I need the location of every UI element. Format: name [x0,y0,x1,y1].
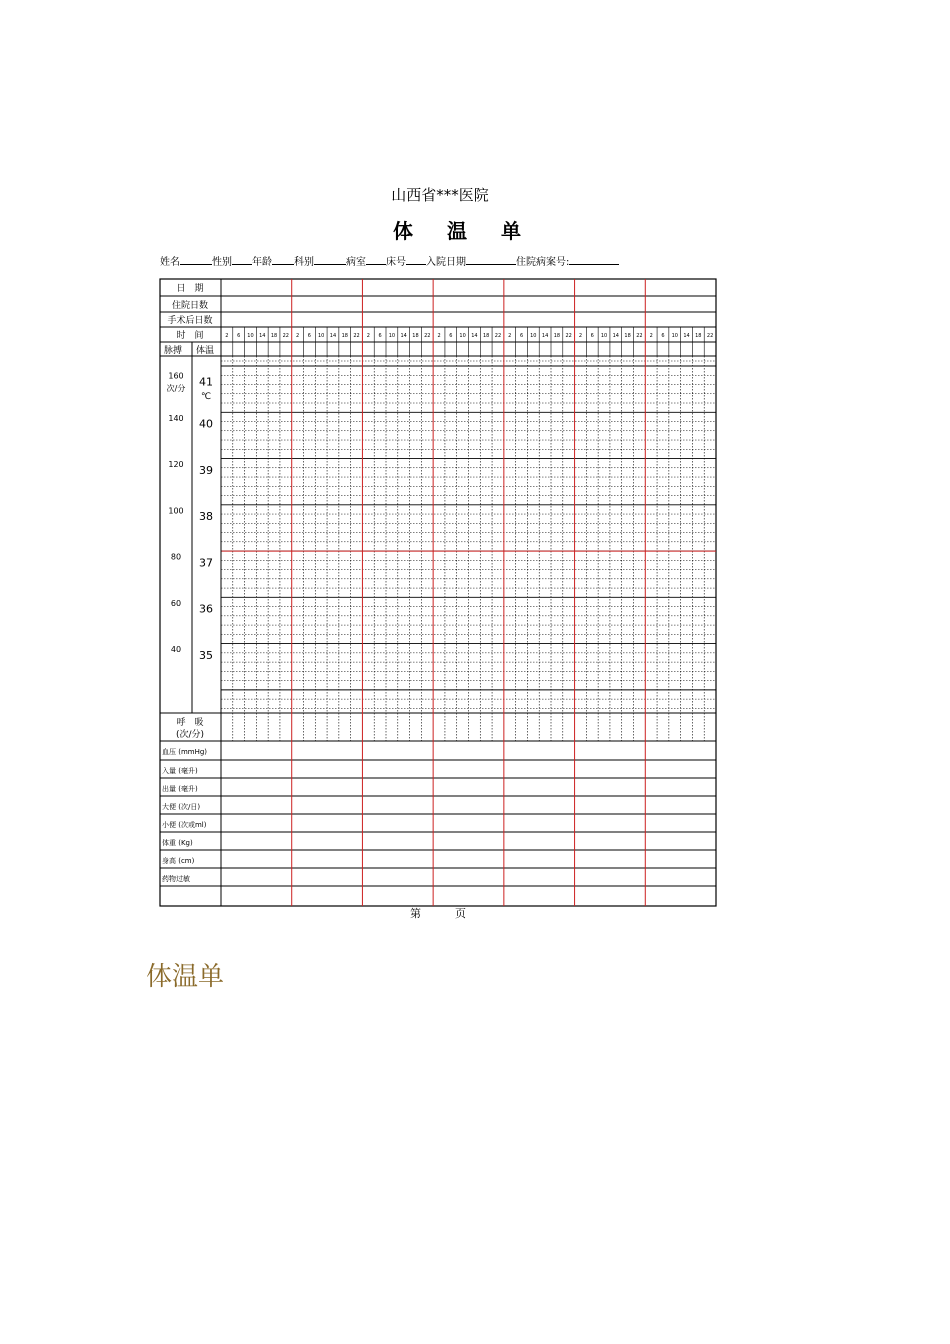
time-slot-label: 10 [671,333,678,339]
time-slot-label: 18 [624,333,631,339]
time-slot-label: 2 [508,333,512,339]
time-slot-label: 22 [706,333,714,339]
time-slot-label: 10 [530,333,537,339]
time-slot-label: 18 [412,333,419,339]
info-label: 科别 [294,257,314,268]
time-slot-label: 6 [661,333,665,339]
time-slot-label: 6 [237,333,241,339]
bottom-row-label: 身高 (cm) [162,857,195,865]
time-slot-label: 18 [482,333,490,339]
time-slot-label: 6 [519,333,524,339]
time-slot-label: 10 [317,333,325,339]
temp-scale-label: 36 [199,602,213,616]
temp-unit-label: ℃ [200,392,212,402]
time-slot-label: 6 [307,333,311,339]
time-slot-label: 2 [366,333,370,339]
info-label: 病室 [346,257,366,268]
page-label-di: 第 [410,907,421,920]
temp-scale-label: 39 [199,463,213,477]
time-slot-label: 10 [388,333,396,339]
pulse-scale-label: 60 [170,598,182,608]
time-slot-label: 18 [270,333,278,339]
pulse-scale-label: 40 [170,645,182,655]
bottom-row-label: 血压 (mmHg) [162,748,208,756]
row-label-temp: 体温 [195,346,215,356]
time-slot-label: 22 [282,333,290,339]
time-slot-label: 10 [600,333,608,339]
info-label: 住院病案号: [516,257,570,268]
row-label-date: 日 期 [176,284,204,294]
time-slot-label: 6 [449,333,453,339]
temp-scale-label: 38 [199,510,213,524]
row-label-hosp-days: 住院日数 [171,301,209,311]
caption-title: 体温单 [146,962,225,992]
bottom-row-label: 药物过敏 [162,875,190,883]
pulse-scale-label: 100 [168,506,184,516]
time-slot-label: 10 [459,333,466,339]
info-label: 性别 [212,257,232,268]
info-label: 姓名 [160,257,180,268]
time-slot-label: 14 [259,333,266,339]
bottom-row-label: 出量 (毫升) [162,785,198,793]
temp-scale-label: 40 [199,417,213,431]
bottom-row-label: 小便 (次或ml) [162,821,207,829]
info-label: 床号 [386,257,406,268]
time-slot-label: 14 [612,333,620,339]
temp-scale-label: 41 [199,375,213,389]
time-slot-label: 22 [494,333,502,339]
row-label-resp-unit: (次/分) [175,730,205,740]
pulse-scale-label: 120 [168,460,184,470]
time-slot-label: 2 [578,333,583,339]
time-slot-label: 14 [471,333,478,339]
chart-frame [160,279,716,906]
time-slot-label: 6 [590,333,594,339]
bottom-row-label: 入量 (毫升) [162,767,198,775]
time-slot-label: 22 [565,333,572,339]
row-label-pulse: 脉搏 [163,346,183,356]
hospital-name: 山西省***医院 [391,186,489,204]
bottom-row-label: 体重 (Kg) [162,839,193,847]
pulse-unit-label: 次/分 [166,384,186,393]
info-label: 年龄 [252,257,272,268]
temp-scale-label: 37 [199,556,213,570]
time-slot-label: 22 [424,333,431,339]
info-label: 入院日期 [426,257,466,268]
time-slot-label: 18 [695,333,702,339]
temp-scale-label: 35 [199,648,213,662]
time-slot-label: 14 [329,333,337,339]
time-slot-label: 2 [649,333,653,339]
bottom-row-label: 大便 (次/日) [162,803,201,811]
row-label-time: 时 间 [176,331,204,341]
time-slot-label: 14 [683,333,690,339]
row-label-postop-days: 手术后日数 [167,316,213,326]
time-slot-label: 10 [247,333,254,339]
time-slot-label: 14 [541,333,549,339]
time-slot-label: 2 [437,333,441,339]
pulse-scale-label: 160 [168,371,184,381]
time-slot-label: 22 [636,333,643,339]
time-slot-label: 2 [296,333,300,339]
time-slot-label: 18 [553,333,561,339]
form-title: 体温单 [393,219,555,243]
time-slot-label: 18 [341,333,348,339]
time-slot-label: 2 [225,333,229,339]
row-label-resp: 呼 吸 [176,718,204,728]
pulse-scale-label: 140 [168,413,184,423]
time-slot-label: 14 [400,333,407,339]
page-label-ye: 页 [455,907,466,920]
time-slot-label: 22 [353,333,360,339]
time-slot-label: 6 [378,333,382,339]
pulse-scale-label: 80 [170,552,182,562]
